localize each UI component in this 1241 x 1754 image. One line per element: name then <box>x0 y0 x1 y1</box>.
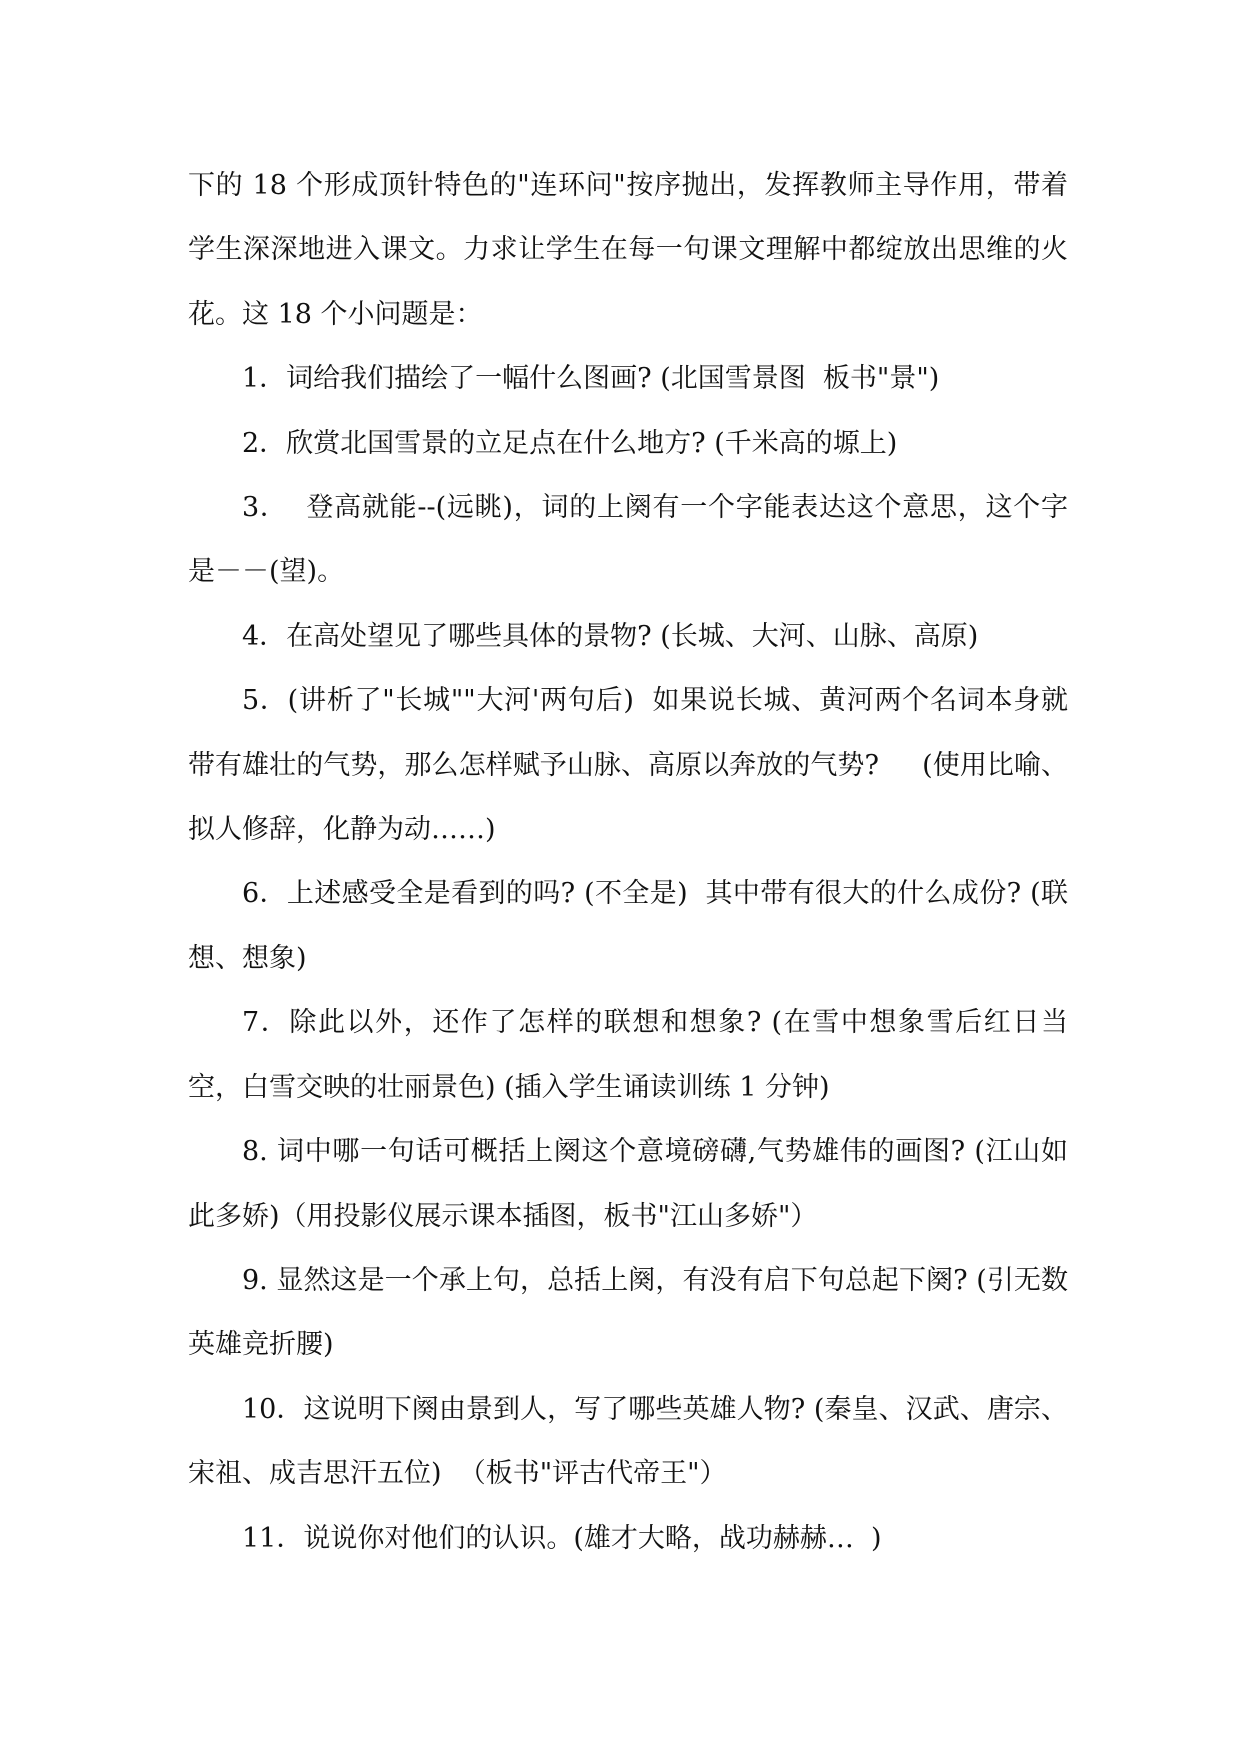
question-4: 4．在高处望见了哪些具体的景物? (长城、大河、山脉、高原) <box>242 620 979 652</box>
question-3: 3． 登高就能--(远眺)，词的上阕有一个字能表达这个意思，这个字是－－(望)。 <box>188 492 1068 588</box>
question-1: 1．词给我们描绘了一幅什么图画? (北国雪景图 板书"景") <box>242 363 940 395</box>
intro-paragraph: 下的 18 个形成顶针特色的"连环问"按序抛出，发挥教师主导作用，带着学生深深地进入课文。力求让学生在每一句课文理解中都绽放出思维的火花。这 18 个小问题是： <box>188 170 1068 330</box>
document-body <box>188 154 1068 1571</box>
question-10: 10．这说明下阕由景到人，写了哪些英雄人物? (秦皇、汉武、唐宗、宋祖、成吉思汗五位) （板书"评古代帝王"） <box>188 1393 1068 1490</box>
question-9: 9. 显然这是一个承上句，总括上阕，有没有启下句总起下阕? (引无数英雄竞折腰) <box>188 1264 1068 1361</box>
question-5: 5．(讲析了"长城""大河'两句后) 如果说长城、黄河两个名词本身就带有雄壮的气势，那么怎样赋予山脉、高原以奔放的气势? (使用比喻、拟人修辞，化静为动……) <box>188 685 1068 846</box>
question-2: 2．欣赏北国雪景的立足点在什么地方? (千米高的塬上) <box>242 427 898 459</box>
question-6: 6．上述感受全是看到的吗? (不全是) 其中带有很大的什么成份? (联想、想象) <box>188 878 1068 974</box>
question-8: 8. 词中哪一句话可概括上阕这个意境磅礴,气势雄伟的画图? (江山如此多娇)（用投影仪展示课本插图，板书"江山多娇"） <box>188 1136 1068 1232</box>
question-11: 11．说说你对他们的认识。(雄才大略，战功赫赫… ) <box>242 1522 882 1554</box>
question-7: 7．除此以外，还作了怎样的联想和想象? (在雪中想象雪后红日当空，白雪交映的壮丽景色) (插入学生诵读训练 1 分钟) <box>188 1007 1068 1103</box>
